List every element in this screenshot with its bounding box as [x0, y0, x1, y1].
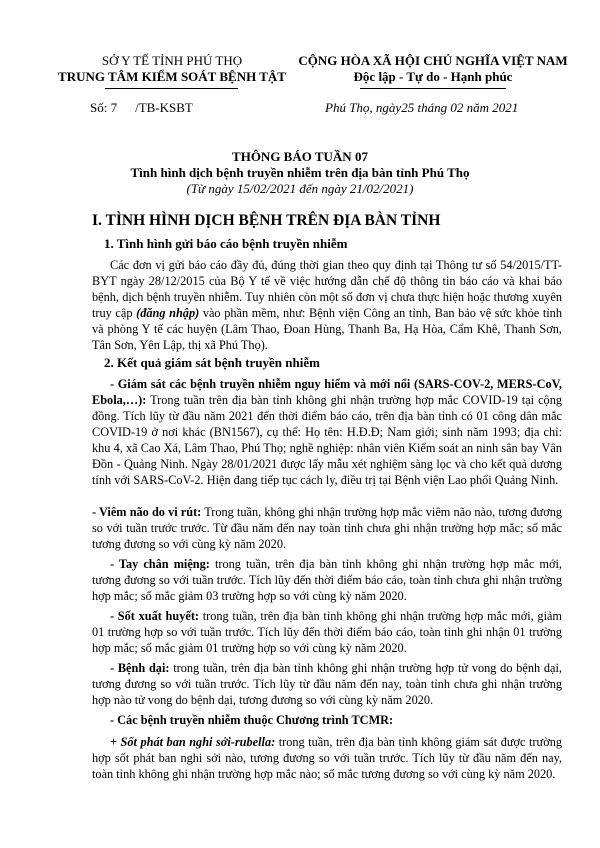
issue-date-day: 25: [401, 100, 415, 115]
paragraph-tcmr-lead: - Các bệnh truyền nhiễm thuộc Chương trình TCMR:: [110, 713, 394, 727]
notice-period: (Từ ngày 15/02/2021 đến ngày 21/02/2021): [186, 181, 414, 196]
paragraph-emerging-diseases-body: Trong tuần trên địa bàn tỉnh không ghi nhận trường hợp mắc COVID-19 tại cộng đồng. Tích lũy từ đầu năm 2021 đến thời điểm báo cáo, trên địa bàn tỉnh có 01 công dân mắc COVID-19 ở nơi khác (BN1567), cụ thể: Họ tên: H.Đ.Đ; Nam giới; sinh năm 1993; địa chỉ: khu 4, xã Cao Xá, Lâm Thao, Phú Thọ; nghề nghiệp: nhân viên Kiểm soát an ninh sân bay Vân Đồn - Quảng Ninh. Ngày 28/01/2021 được lấy mẫu xét nghiệm sàng lọc và cho kết quả dương tính với SARS-CoV-2. Hiện đang tiếp tục cách ly, điều trị tại Bệnh viện Lao phổi Quảng Ninh.: [92, 393, 562, 487]
subsection-heading-reporting: 1. Tình hình gửi báo cáo bệnh truyền nhiễm: [104, 236, 348, 251]
document-number-prefix: Số: 7: [90, 100, 118, 115]
national-motto: Độc lập - Tự do - Hạnh phúc: [353, 69, 513, 84]
paragraph-reporting-text-a: Các đơn vị gửi báo cáo đầy đủ, đúng thời gian theo quy định tại Thông tư số 54/2015/TT-BYT ngày 28/12/2015 của Bộ Y tế về việc hướng dẫn chế độ thông tin báo cáo và khai báo bệnh, dịch bệnh truyền nhiễm. Tuy nhiên còn một số đơn vị chưa thực hiện hoặc thương xuyên truy cập: [92, 258, 562, 320]
national-header: [288, 53, 578, 85]
paragraph-encephalitis: [92, 504, 562, 552]
paragraph-dengue-body: trong tuần, trên địa bàn tỉnh không ghi nhận trường hợp mắc mới, giảm 01 trường hợp so với tuần trước. Tích lũy đến thời điểm báo cáo, toàn tỉnh ghi nhận 01 trường hợp mắc; số mắc giảm 01 trường hợp so với cùng kỳ năm 2020.: [92, 609, 563, 655]
issuer-header: [52, 53, 292, 85]
paragraph-reporting-text-c: vào phần mềm, như: Bệnh viện Công an tỉnh, Ban bảo vệ sức khỏe tỉnh và phòng Y tế các huyện (Lâm Thao, Đoan Hùng, Thanh Ba, Hạ Hòa, Cẩm Khê, Thanh Sơn, Tân Sơn, Yên Lập, thị xã Phú Thọ).: [92, 306, 562, 352]
issue-date-rest: tháng 02 năm 2021: [414, 100, 519, 115]
paragraph-measles-rubella-body: trong tuần, trên địa bàn tỉnh không giám sát được trường hợp sốt phát ban nghi sởi nào, tương đương so với tuần trước. Tích lũy từ đầu năm đến nay, toàn tỉnh không ghi nhận trường hợp mắc nào; số mắc tương đương so với cùng kỳ năm 2020.: [92, 735, 562, 781]
paragraph-reporting: [92, 257, 562, 353]
notice-subtitle: Tình hình dịch bệnh truyền nhiễm trên địa bàn tỉnh Phú Thọ: [130, 165, 470, 180]
issuer-underline: [105, 88, 238, 89]
paragraph-emerging-diseases: [92, 376, 562, 488]
document-number: [90, 100, 193, 116]
paragraph-measles-rubella: [92, 734, 562, 782]
issuer-parent-agency: SỞ Y TẾ TỈNH PHÚ THỌ: [101, 53, 243, 68]
paragraph-hand-foot-mouth-body: trong tuần, trên địa bàn tỉnh không ghi nhận trường hợp mắc mới, tương đương so với tuần trước. Tích lũy đến thời điểm báo cáo, toàn tỉnh chưa ghi nhận trường hợp mắc; số mắc giảm 03 trường hợp so với cùng kỳ năm 2020.: [92, 557, 562, 603]
paragraph-hand-foot-mouth-lead: - Tay chân miệng:: [110, 557, 210, 571]
notice-title: THÔNG BÁO TUẦN 07: [232, 149, 368, 164]
paragraph-dengue-lead: - Sốt xuất huyết:: [110, 609, 200, 623]
paragraph-rabies: [92, 660, 562, 708]
paragraph-dengue: [92, 608, 562, 656]
paragraph-encephalitis-lead: - Viêm não do vi rút:: [92, 505, 202, 519]
subsection-heading-surveillance: 2. Kết quả giám sát bệnh truyền nhiễm: [104, 355, 320, 370]
notice-title-block: [40, 149, 560, 197]
section-heading: I. TÌNH HÌNH DỊCH BỆNH TRÊN ĐỊA BÀN TỈNH: [92, 212, 441, 229]
paragraph-tcmr-heading: [92, 712, 562, 728]
document-number-suffix: /TB-KSBT: [135, 100, 193, 115]
paragraph-hand-foot-mouth: [92, 556, 562, 604]
paragraph-measles-rubella-lead: + Sốt phát ban nghi sởi-rubella:: [110, 735, 276, 749]
paragraph-rabies-body: trong tuần, trên địa bàn tỉnh không ghi nhận trường hợp tử vong do bệnh dại, tương đương so với tuần trước. Tích lũy từ đầu năm đến nay, toàn tỉnh chưa ghi nhận trường hợp nào tử vong do bệnh dại, tương đương so với cùng kỳ năm 2020.: [92, 661, 562, 707]
national-title: CỘNG HÒA XÃ HỘI CHỦ NGHĨA VIỆT NAM: [298, 53, 568, 68]
paragraph-reporting-emphasis: (đăng nhập): [136, 306, 200, 320]
issuer-agency: TRUNG TÂM KIỂM SOÁT BỆNH TẬT: [58, 69, 286, 84]
motto-underline: [360, 88, 506, 89]
issue-date-place: Phú Thọ, ngày: [325, 100, 402, 115]
paragraph-emerging-diseases-lead: - Giám sát các bệnh truyền nhiễm nguy hiểm và mới nổi (SARS-COV-2, MERS-CoV, Ebola,…):: [92, 377, 562, 407]
paragraph-encephalitis-body: Trong tuần, không ghi nhận trường hợp mắc viêm não nào, tương đương so với tuần trước trước. Từ đầu năm đến nay toàn tỉnh chưa ghi nhận trường hợp mắc; số mắc tương đương so với cùng kỳ năm 2020.: [92, 505, 562, 551]
issue-date: [325, 100, 518, 116]
paragraph-rabies-lead: - Bệnh dại:: [110, 661, 170, 675]
